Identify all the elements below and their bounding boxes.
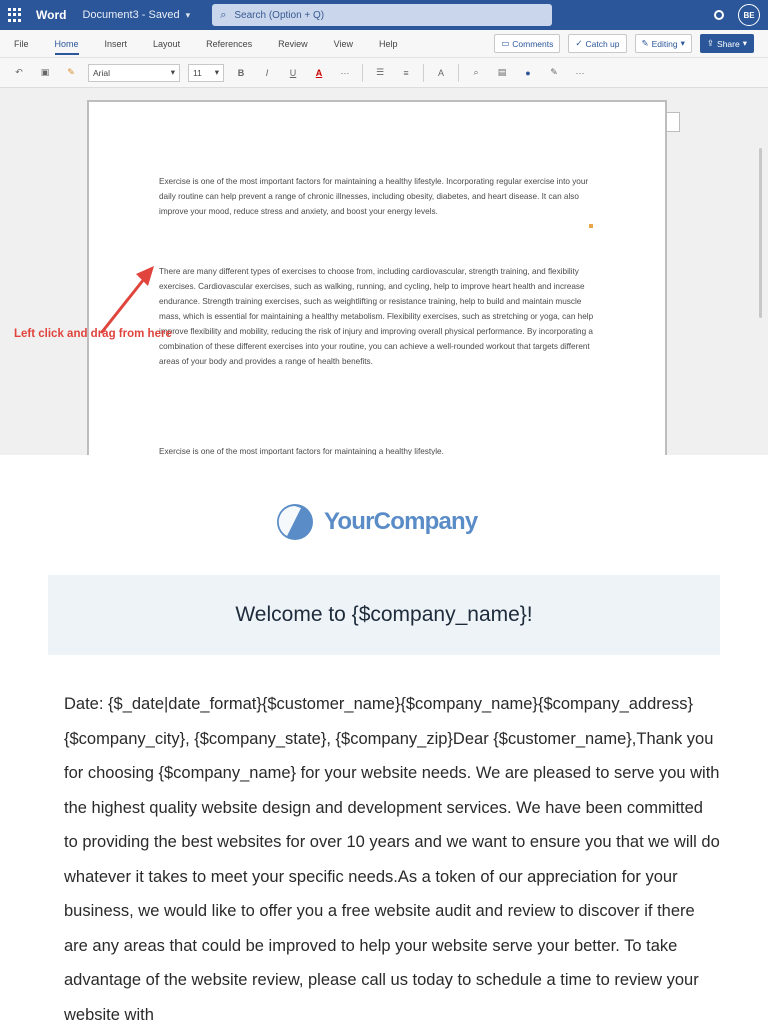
document-page[interactable] (87, 100, 667, 455)
dictate-icon[interactable]: ● (525, 67, 531, 78)
app-name[interactable]: Word (36, 8, 67, 22)
text-cursor-marker (589, 224, 593, 228)
page-thumbnail-icon[interactable] (666, 112, 680, 132)
divider (362, 64, 363, 82)
tab-insert[interactable]: Insert (104, 38, 128, 49)
document-paragraph-2[interactable]: There are many different types of exercises to choose from, including cardiovascular, strength training, and flexibility exercises. Cardiovascular exercises, such as walking, running, and cycling, help to improve heart health and increase endurance. Strength training exercises, such as weightlifting or resistance training, help to build and maintain muscle mass, which is essential for maintaining a healthy metabolism. Flexibility exercises, such as stretching or yoga, can help improve flexibility and mobility, reducing the risk of injury and improving overall physical performance. By incorporating a combination of these different exercises into your routine, you can achieve a well-rounded workout that targets different areas of your body and provides a range of health benefits. (159, 267, 594, 366)
chevron-down-icon: ▾ (170, 67, 175, 77)
comments-button[interactable] (494, 34, 560, 53)
editing-label: Editing (651, 38, 678, 49)
search-icon: ⌕ (220, 8, 227, 21)
chevron-down-icon[interactable]: ▾ (185, 9, 191, 20)
catch-up-button[interactable] (568, 34, 626, 53)
bold-button[interactable]: B (237, 67, 245, 78)
catch-up-label: Catch up (585, 38, 620, 49)
underline-button[interactable]: U (289, 67, 297, 78)
font-size-select[interactable] (188, 64, 224, 82)
layout-icon[interactable]: ▤ (497, 67, 507, 77)
font-family-value: Arial (93, 67, 111, 78)
search-input[interactable] (212, 4, 552, 26)
email-template (0, 455, 768, 1024)
menu-bar (0, 30, 768, 58)
italic-button[interactable]: I (265, 67, 269, 78)
document-name[interactable]: Document3 - Saved (82, 9, 180, 21)
undo-icon[interactable]: ↶ (15, 67, 23, 77)
editor-icon[interactable]: ✎ (550, 67, 558, 77)
tab-layout[interactable]: Layout (153, 38, 181, 49)
welcome-title: Welcome to {$company_name}! (235, 603, 533, 626)
premium-icon[interactable] (714, 10, 724, 20)
tab-review[interactable]: Review (278, 38, 308, 49)
tab-references[interactable]: References (206, 38, 253, 49)
chevron-down-icon: ▾ (680, 38, 685, 48)
font-size-value: 11 (193, 67, 202, 78)
company-logo-icon (276, 503, 314, 541)
document-paragraph-1[interactable]: Exercise is one of the most important factors for maintaining a healthy lifestyle. Incorporating regular exercise into your daily routine can help prevent a range of chronic illnesses, including obesity, diabetes, and heart disease. It can also improve your mood, reduce stress and anxiety, and boost your energy levels. (159, 177, 589, 216)
tab-help[interactable]: Help (378, 38, 398, 49)
divider (423, 64, 424, 82)
tab-view[interactable]: View (333, 38, 353, 49)
vertical-scrollbar[interactable] (759, 148, 762, 318)
title-bar (0, 0, 768, 30)
align-icon[interactable]: ≡ (403, 67, 409, 78)
share-icon: ⇪ (706, 38, 715, 48)
pencil-icon: ✎ (641, 38, 649, 48)
styles-icon[interactable]: A (437, 67, 444, 78)
welcome-banner (48, 575, 720, 655)
font-color-button[interactable]: A (315, 67, 323, 78)
document-canvas (0, 88, 768, 455)
company-logo-text: YourCompany (324, 508, 478, 535)
document-paragraph-3[interactable]: Exercise is one of the most important factors for maintaining a healthy lifestyle. (159, 447, 444, 455)
comment-icon: ▭ (501, 38, 510, 48)
editing-mode-button[interactable] (635, 34, 692, 53)
divider (458, 64, 459, 82)
more-options-button[interactable]: ··· (575, 67, 585, 78)
company-logo (276, 503, 477, 541)
catch-up-icon: ✓ (575, 38, 583, 48)
comments-label: Comments (512, 38, 554, 49)
find-icon[interactable]: ⌕ (473, 67, 479, 77)
chevron-down-icon: ▾ (742, 38, 747, 48)
tab-file[interactable]: File (14, 38, 29, 49)
more-font-options-button[interactable]: ··· (340, 67, 350, 78)
ribbon-toolbar (0, 58, 768, 88)
paste-icon[interactable]: ▣ (40, 67, 50, 77)
font-family-select[interactable] (88, 64, 180, 82)
annotation-label: Left click and drag from here (14, 328, 172, 340)
share-label: Share (717, 38, 740, 49)
avatar[interactable]: BE (738, 4, 760, 26)
share-button[interactable] (700, 34, 754, 53)
bullets-icon[interactable]: ☰ (375, 67, 385, 77)
email-body-text: Date: {$_date|date_format}{$customer_name}{$company_name}{$company_address}{$company_city}, {$company_state}, {$company_zip}Dear {$customer_name},Thank you for choosing {$company_name} for your website needs. We are pleased to serve you with the highest quality website design and development services. We have been committed to providing the best websites for over 10 years and we want to ensure you that we will do whatever it takes to meet your specific needs.As a token of our appreciation for your business, we would like to offer you a free website audit and review to discover if there are any areas that could be improved to help your website serve your better. To take advantage of the website review, please call us today to schedule a time to review your website with (64, 695, 720, 1024)
tab-home[interactable]: Home (55, 35, 79, 53)
search-placeholder: Search (Option + Q) (234, 9, 325, 21)
word-window (0, 0, 768, 455)
chevron-down-icon: ▾ (214, 67, 219, 77)
format-painter-icon[interactable]: ✎ (67, 67, 75, 77)
app-launcher-icon[interactable] (8, 8, 22, 22)
